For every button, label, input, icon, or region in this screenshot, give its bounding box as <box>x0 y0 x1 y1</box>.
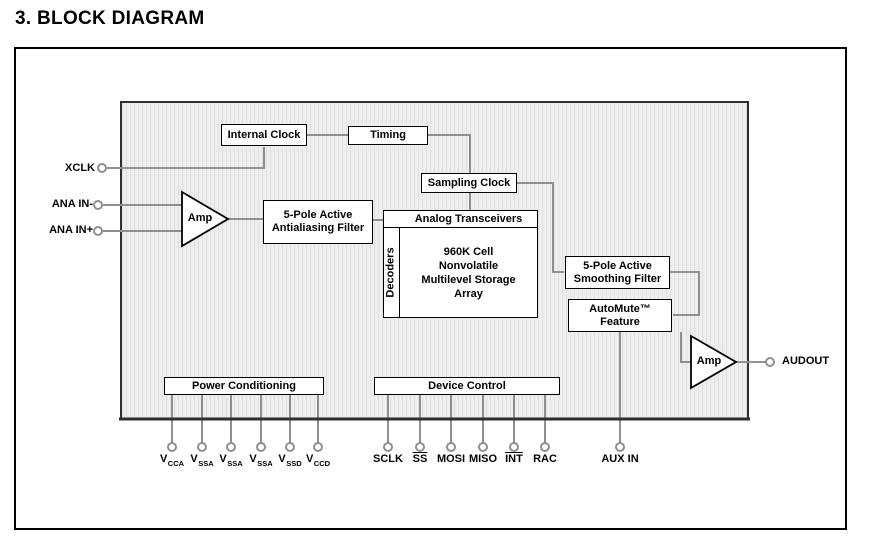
mosi-terminal <box>447 443 455 451</box>
analog-transceivers-header <box>384 211 537 228</box>
ana-in-minus-label: ANA IN- <box>51 198 93 210</box>
timing-block <box>348 126 428 145</box>
storage-array-text <box>400 228 537 317</box>
antialiasing-filter-line2: Antialiasing Filter <box>271 222 365 234</box>
vssd-terminal <box>286 443 294 451</box>
vcca-main: V <box>159 453 168 465</box>
smoothing-filter-block <box>565 256 670 289</box>
automute-block <box>568 299 672 332</box>
analog-transceivers-label: Analog Transceivers <box>414 212 523 225</box>
pin-label-aux-in <box>595 453 645 466</box>
device-control-block <box>374 377 560 395</box>
vssa3-terminal <box>257 443 265 451</box>
timing-label: Timing <box>370 129 406 141</box>
audout-label: AUDOUT <box>782 355 830 367</box>
xclk-label: XCLK <box>65 162 95 174</box>
internal-clock-label: Internal Clock <box>227 128 301 141</box>
storage-line3: Multilevel Storage <box>421 273 516 286</box>
smoothing-filter-line1: 5-Pole Active <box>583 259 652 272</box>
power-conditioning-block <box>164 377 324 395</box>
wire-xclk-internal-clock <box>107 147 264 168</box>
storage-line4: Array <box>454 287 483 300</box>
storage-line1: 960K Cell <box>443 245 494 258</box>
wire-timing-sampling-clock <box>427 135 470 173</box>
vssa2-main: V <box>219 453 227 465</box>
vccd-terminal <box>314 443 322 451</box>
smoothing-filter-line2: Smoothing Filter <box>573 272 662 285</box>
vccd-sub: CCD <box>313 458 331 468</box>
vssd-main: V <box>278 453 286 465</box>
aux-in-terminal <box>616 443 624 451</box>
antialiasing-filter-line1: 5-Pole Active <box>283 209 353 221</box>
miso-text: MISO <box>468 453 498 465</box>
wire-automute-output-amp <box>681 332 690 362</box>
device-control-label: Device Control <box>428 379 506 392</box>
internal-clock-block <box>221 124 307 146</box>
int-terminal <box>510 443 518 451</box>
vssa1-sub: SSA <box>198 458 214 468</box>
vssa1-terminal <box>198 443 206 451</box>
vssd-sub: SSD <box>286 458 302 468</box>
vcca-terminal <box>168 443 176 451</box>
audout-terminal <box>766 358 774 366</box>
vssa3-sub: SSA <box>257 458 273 468</box>
storage-array-block <box>383 210 538 318</box>
power-conditioning-label: Power Conditioning <box>192 379 296 392</box>
automute-line1: AutoMute™ <box>589 302 651 315</box>
pin-label-vccd <box>293 453 343 470</box>
decoders-label: Decoders <box>385 247 398 298</box>
wire-smoothing-filter-automute <box>669 272 699 315</box>
sampling-clock-label: Sampling Clock <box>427 176 511 189</box>
sclk-text: SCLK <box>373 453 403 465</box>
output-amp-label: Amp <box>696 355 722 367</box>
mosi-text: MOSI <box>436 453 466 465</box>
ana-in-plus-label: ANA IN+ <box>49 224 93 236</box>
vcca-sub: CCA <box>167 458 185 468</box>
ss-terminal <box>416 443 424 451</box>
aux-in-text: AUX IN <box>601 453 639 465</box>
ana-in-plus-terminal <box>94 227 102 235</box>
decoders-strip <box>384 228 400 317</box>
rac-terminal <box>541 443 549 451</box>
automute-line2: Feature <box>600 315 640 328</box>
pin-label-rac <box>520 453 570 466</box>
sampling-clock-block <box>421 173 517 193</box>
ss-text: $\overline{SS}$ <box>412 453 428 465</box>
storage-line2: Nonvolatile <box>438 259 499 272</box>
vssa3-main: V <box>249 453 257 465</box>
xclk-terminal <box>98 164 106 172</box>
sclk-terminal <box>384 443 392 451</box>
int-text: $\overline{INT}$ <box>505 453 523 465</box>
input-amp-label: Amp <box>187 212 213 224</box>
vssa1-main: V <box>190 453 198 465</box>
ana-in-minus-terminal <box>94 201 102 209</box>
vssa2-sub: SSA <box>227 458 243 468</box>
antialiasing-filter-block <box>263 200 373 244</box>
rac-text: RAC <box>533 453 557 465</box>
page-title: 3. BLOCK DIAGRAM <box>15 8 205 29</box>
miso-terminal <box>479 443 487 451</box>
vssa2-terminal <box>227 443 235 451</box>
vccd-main: V <box>305 453 314 465</box>
